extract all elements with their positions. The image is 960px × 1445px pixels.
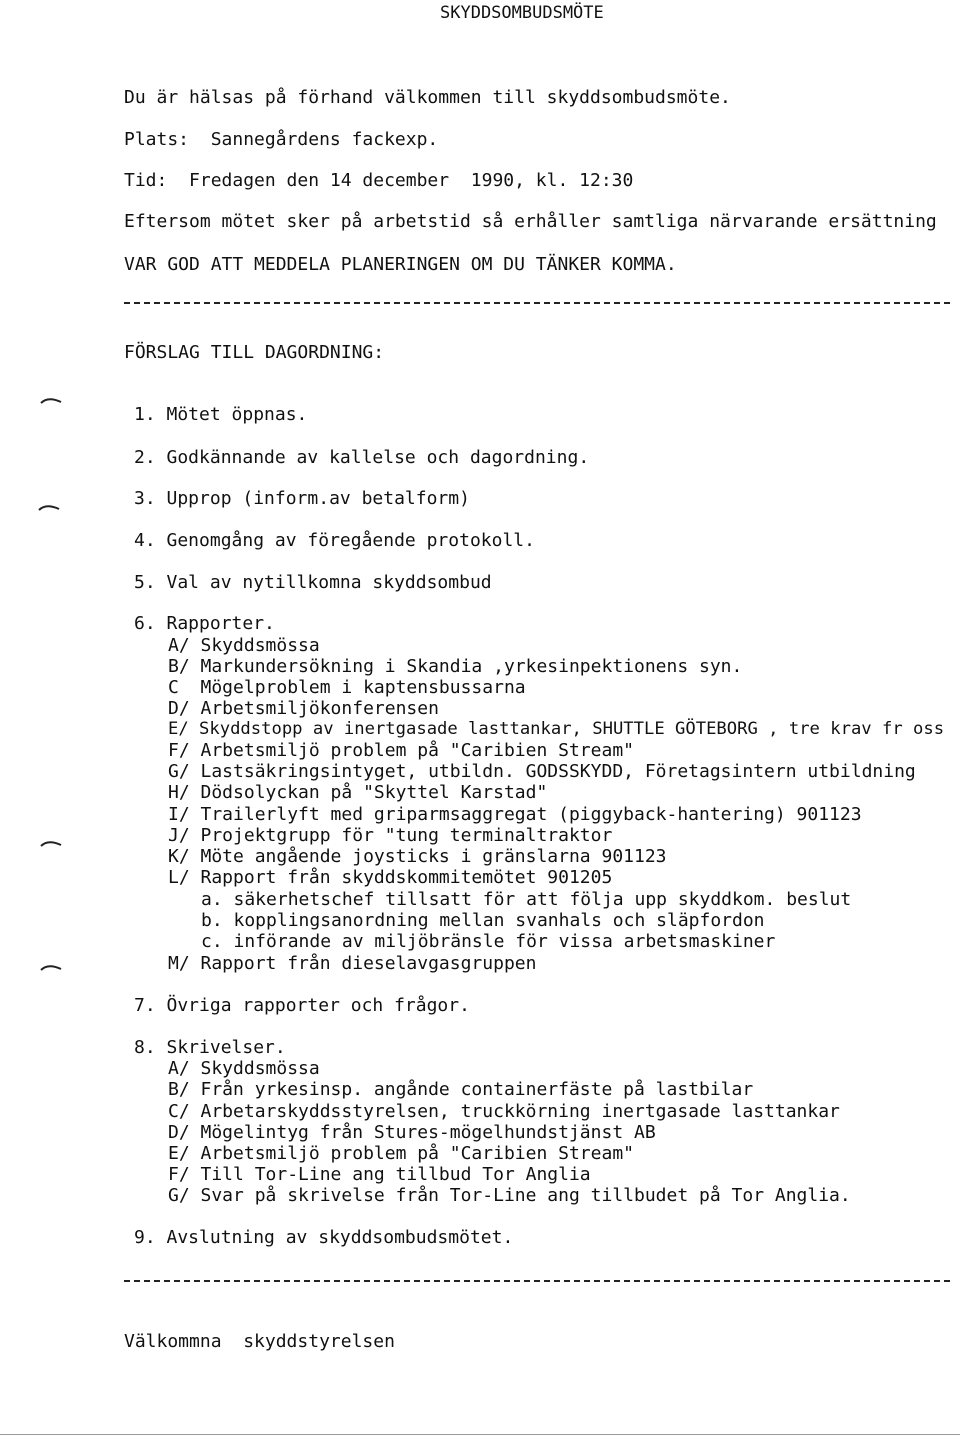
report-item: K/ Möte angående joysticks i gränslarna 901123	[168, 846, 667, 867]
margin-mark	[38, 502, 60, 512]
agenda-item: 5. Val av nytillkomna skyddsombud	[134, 572, 492, 593]
agenda-item: 4. Genomgång av föregående protokoll.	[134, 530, 535, 551]
agenda-item: 7. Övriga rapporter och frågor.	[134, 995, 470, 1016]
report-subitem: a. säkerhetschef tillsatt för att följa upp skyddkom. beslut	[201, 889, 852, 910]
letter-item: D/ Mögelintyg från Stures-mögelhundstjänst AB	[168, 1122, 656, 1143]
intro-compensation: Eftersom mötet sker på arbetstid så erhåller samtliga närvarande ersättning	[124, 211, 937, 232]
letter-item: F/ Till Tor-Line ang tillbud Tor Anglia	[168, 1164, 591, 1185]
intro-time: Tid: Fredagen den 14 december 1990, kl. 12:30	[124, 170, 634, 191]
intro-place: Plats: Sannegårdens fackexp.	[124, 129, 439, 150]
page-header: SKYDDSOMBUDSMÖTE	[440, 3, 604, 23]
report-item: G/ Lastsäkringsintyget, utbildn. GODSSKYDD, Företagsintern utbildning	[168, 761, 916, 782]
closing-signature: Välkommna skyddstyrelsen	[124, 1331, 395, 1352]
report-item: J/ Projektgrupp för "tung terminaltraktor	[168, 825, 613, 846]
margin-mark	[40, 962, 62, 972]
agenda-item: 2. Godkännande av kallelse och dagordning.	[134, 447, 590, 468]
report-item: E/ Skyddstopp av inertgasade lasttankar, SHUTTLE GÖTEBORG , tre krav fr oss	[168, 719, 945, 739]
report-item: M/ Rapport från dieselavgasgruppen	[168, 953, 537, 974]
margin-mark	[40, 395, 62, 405]
agenda-heading: FÖRSLAG TILL DAGORDNING:	[124, 342, 385, 363]
letter-item: A/ Skyddsmössa	[168, 1058, 320, 1079]
agenda-item: 3. Upprop (inform.av betalform)	[134, 488, 470, 509]
report-item: I/ Trailerlyft med griparmsaggregat (piggyback-hantering) 901123	[168, 804, 862, 825]
report-item: A/ Skyddsmössa	[168, 635, 320, 656]
intro-notice: VAR GOD ATT MEDDELA PLANERINGEN OM DU TÄNKER KOMMA.	[124, 254, 677, 275]
intro-greeting: Du är hälsas på förhand välkommen till skyddsombudsmöte.	[124, 87, 731, 108]
agenda-item: 6. Rapporter.	[134, 613, 275, 634]
report-item: D/ Arbetsmiljökonferensen	[168, 698, 439, 719]
separator-rule	[124, 302, 950, 304]
agenda-item: 8. Skrivelser.	[134, 1037, 286, 1058]
report-subitem: c. införande av miljöbränsle för vissa arbetsmaskiner	[201, 931, 776, 952]
scan-edge-line	[0, 1434, 960, 1435]
report-item: C Mögelproblem i kaptensbussarna	[168, 677, 526, 698]
letter-item: G/ Svar på skrivelse från Tor-Line ang tillbudet på Tor Anglia.	[168, 1185, 851, 1206]
report-item: F/ Arbetsmiljö problem på "Caribien Stream"	[168, 740, 634, 761]
agenda-item: 1. Mötet öppnas.	[134, 404, 308, 425]
separator-rule	[124, 1280, 950, 1282]
letter-item: E/ Arbetsmiljö problem på "Caribien Stream"	[168, 1143, 634, 1164]
report-item: L/ Rapport från skyddskommitemötet 901205	[168, 867, 613, 888]
report-subitem: b. kopplingsanordning mellan svanhals och släpfordon	[201, 910, 765, 931]
letter-item: B/ Från yrkesinsp. angånde containerfäste på lastbilar	[168, 1079, 754, 1100]
report-item: H/ Dödsolyckan på "Skyttel Karstad"	[168, 782, 548, 803]
report-item: B/ Markundersökning i Skandia ,yrkesinpektionens syn.	[168, 656, 743, 677]
letter-item: C/ Arbetarskyddsstyrelsen, truckkörning inertgasade lasttankar	[168, 1101, 840, 1122]
agenda-item: 9. Avslutning av skyddsombudsmötet.	[134, 1227, 514, 1248]
margin-mark	[40, 838, 62, 848]
